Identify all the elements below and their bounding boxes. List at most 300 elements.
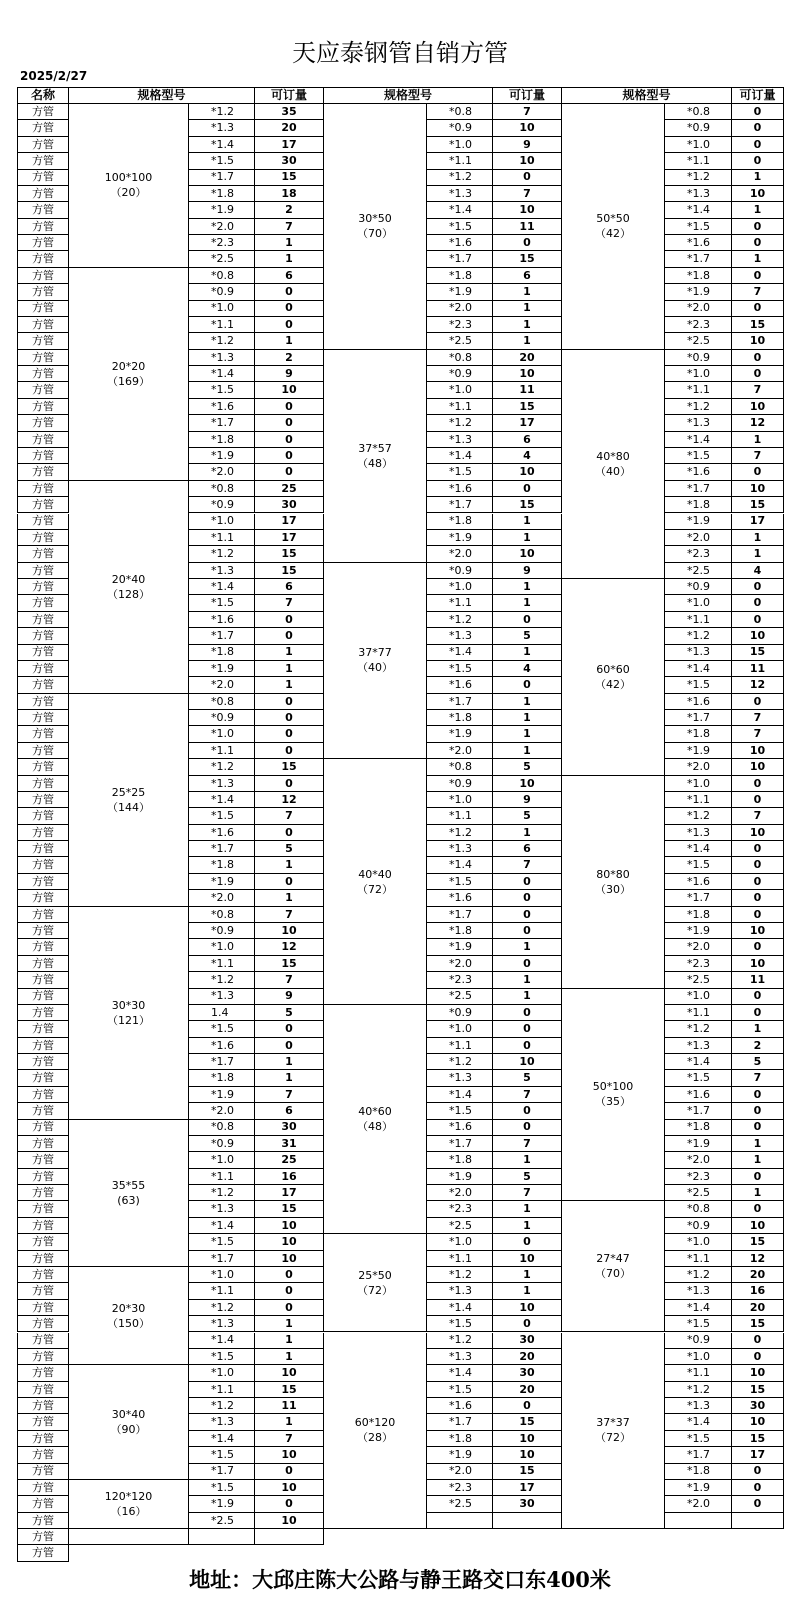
quantity-cell: 1: [255, 1070, 324, 1086]
quantity-cell: 7: [732, 726, 784, 742]
thickness-cell: *1.2: [427, 1054, 493, 1070]
thickness-cell: [427, 1513, 493, 1529]
row-name-cell: 方管: [17, 432, 69, 448]
quantity-cell: 0: [732, 1464, 784, 1480]
thickness-cell: *1.9: [189, 661, 255, 677]
thickness-cell: *1.7: [427, 251, 493, 267]
thickness-cell: *1.7: [665, 710, 732, 726]
row-name-cell: 方管: [17, 464, 69, 480]
thickness-cell: *1.3: [665, 825, 732, 841]
quantity-cell: 6: [493, 432, 562, 448]
thickness-cell: *2.0: [189, 677, 255, 693]
thickness-cell: *1.6: [189, 825, 255, 841]
thickness-cell: *1.0: [427, 1021, 493, 1037]
thickness-cell: *1.4: [665, 661, 732, 677]
row-name-cell: 方管: [17, 989, 69, 1005]
quantity-cell: 7: [732, 808, 784, 824]
date-label: 2025/2/27: [20, 69, 88, 83]
quantity-cell: 0: [493, 677, 562, 693]
spec-count: （70）: [357, 227, 393, 241]
quantity-cell: 0: [493, 170, 562, 186]
row-name-cell: 方管: [17, 661, 69, 677]
row-name-cell: 方管: [17, 612, 69, 628]
thickness-cell: *1.1: [189, 956, 255, 972]
thickness-cell: *1.0: [665, 595, 732, 611]
quantity-cell: 11: [732, 972, 784, 988]
spec-size: 30*30: [111, 998, 146, 1012]
thickness-cell: *1.0: [189, 514, 255, 530]
thickness-cell: *1.6: [427, 677, 493, 693]
quantity-cell: 0: [255, 1464, 324, 1480]
thickness-cell: *1.1: [427, 808, 493, 824]
row-name-cell: 方管: [17, 743, 69, 759]
thickness-cell: *1.7: [189, 1054, 255, 1070]
row-name-cell: 方管: [17, 301, 69, 317]
quantity-cell: 7: [493, 857, 562, 873]
quantity-cell: 15: [255, 956, 324, 972]
thickness-cell: *0.9: [189, 1136, 255, 1152]
quantity-cell: 10: [732, 1414, 784, 1430]
thickness-cell: *1.2: [665, 170, 732, 186]
thickness-cell: *1.2: [189, 972, 255, 988]
quantity-cell: 10: [493, 1431, 562, 1447]
quantity-cell: 12: [255, 792, 324, 808]
quantity-cell: 15: [255, 1201, 324, 1217]
thickness-cell: *1.1: [427, 1038, 493, 1054]
quantity-cell: 17: [255, 530, 324, 546]
spec-count: （30）: [595, 882, 631, 896]
thickness-cell: *2.3: [665, 956, 732, 972]
spec-size: 40*80: [596, 449, 630, 463]
quantity-cell: 10: [732, 825, 784, 841]
row-name-cell: 方管: [17, 170, 69, 186]
row-name-cell: 方管: [17, 628, 69, 644]
quantity-cell: 10: [732, 186, 784, 202]
thickness-cell: *1.7: [665, 1103, 732, 1119]
spec-count: （48）: [357, 1120, 393, 1134]
row-name-cell: 方管: [17, 1480, 69, 1496]
thickness-cell: *1.4: [427, 1300, 493, 1316]
thickness-cell: *1.3: [189, 776, 255, 792]
quantity-cell: 15: [255, 563, 324, 579]
row-name-cell: 方管: [17, 415, 69, 431]
thickness-cell: *0.9: [189, 284, 255, 300]
quantity-cell: 7: [732, 1070, 784, 1086]
row-name-cell: 方管: [17, 481, 69, 497]
quantity-cell: 1: [493, 1267, 562, 1283]
thickness-cell: *1.2: [427, 415, 493, 431]
thickness-cell: *1.0: [427, 1234, 493, 1250]
quantity-cell: 1: [255, 1316, 324, 1332]
thickness-cell: *2.5: [427, 1218, 493, 1234]
spec-group-cell: [562, 104, 665, 350]
row-name-cell: 方管: [17, 382, 69, 398]
thickness-cell: *1.4: [189, 1333, 255, 1349]
row-name-cell: 方管: [17, 497, 69, 513]
thickness-cell: *1.2: [189, 333, 255, 349]
thickness-cell: *1.3: [665, 1398, 732, 1414]
quantity-cell: 15: [255, 759, 324, 775]
spec-group-cell: [562, 989, 665, 1202]
row-name-cell: 方管: [17, 120, 69, 136]
quantity-cell: 0: [255, 776, 324, 792]
thickness-cell: *1.4: [189, 137, 255, 153]
spec-count: （20）: [110, 186, 147, 200]
spec-group-cell: [69, 1267, 189, 1365]
thickness-cell: *2.0: [427, 1185, 493, 1201]
quantity-cell: 0: [255, 1267, 324, 1283]
quantity-cell: 1: [493, 743, 562, 759]
quantity-cell: 2: [255, 350, 324, 366]
row-name-cell: 方管: [17, 1201, 69, 1217]
thickness-cell: *0.8: [189, 268, 255, 284]
row-name-cell: 方管: [17, 1070, 69, 1086]
quantity-cell: 1: [493, 579, 562, 595]
spec-size: 120*120: [104, 1489, 153, 1503]
row-name-cell: 方管: [17, 1447, 69, 1463]
quantity-cell: 10: [732, 956, 784, 972]
thickness-cell: *1.1: [665, 612, 732, 628]
quantity-cell: 7: [493, 186, 562, 202]
thickness-cell: *1.8: [427, 710, 493, 726]
quantity-cell: 0: [493, 481, 562, 497]
quantity-cell: 10: [732, 628, 784, 644]
row-name-cell: 方管: [17, 1054, 69, 1070]
spec-size: 100*100: [104, 171, 153, 185]
row-name-cell: 方管: [17, 792, 69, 808]
thickness-cell: *1.3: [189, 1414, 255, 1430]
thickness-cell: *1.9: [427, 530, 493, 546]
quantity-cell: 0: [493, 1103, 562, 1119]
quantity-cell: 1: [255, 1414, 324, 1430]
quantity-cell: 1: [493, 530, 562, 546]
row-name-cell: 方管: [17, 1545, 69, 1561]
thickness-cell: *1.7: [189, 170, 255, 186]
thickness-cell: *2.5: [189, 251, 255, 267]
spec-group-cell: [562, 1201, 665, 1332]
thickness-cell: *1.1: [189, 1283, 255, 1299]
quantity-cell: 5: [493, 1169, 562, 1185]
spec-size: 40*60: [358, 1105, 392, 1119]
quantity-cell: 1: [493, 514, 562, 530]
quantity-cell: 0: [732, 694, 784, 710]
thickness-cell: *1.4: [427, 1087, 493, 1103]
spec-count: （121）: [107, 1013, 150, 1027]
row-name-cell: 方管: [17, 1185, 69, 1201]
spec-group-cell: [69, 694, 189, 907]
thickness-cell: *0.9: [665, 579, 732, 595]
thickness-cell: *1.2: [189, 759, 255, 775]
quantity-cell: 1: [255, 251, 324, 267]
quantity-cell: 7: [732, 448, 784, 464]
thickness-cell: *1.8: [427, 923, 493, 939]
quantity-cell: [493, 1513, 562, 1529]
thickness-cell: *1.8: [189, 857, 255, 873]
thickness-cell: *2.5: [665, 563, 732, 579]
quantity-cell: 0: [732, 219, 784, 235]
quantity-cell: 1: [493, 1283, 562, 1299]
thickness-cell: *1.5: [665, 1316, 732, 1332]
row-name-cell: 方管: [17, 137, 69, 153]
thickness-cell: *1.2: [189, 546, 255, 562]
quantity-cell: 0: [732, 1496, 784, 1512]
quantity-cell: 17: [493, 1480, 562, 1496]
thickness-cell: *1.9: [427, 1169, 493, 1185]
thickness-cell: *1.8: [189, 186, 255, 202]
thickness-cell: *1.8: [665, 1464, 732, 1480]
quantity-cell: 0: [493, 907, 562, 923]
thickness-cell: *0.9: [665, 1333, 732, 1349]
quantity-cell: 7: [493, 1136, 562, 1152]
row-name-cell: 方管: [17, 710, 69, 726]
thickness-cell: *1.5: [427, 661, 493, 677]
thickness-cell: *1.6: [665, 1087, 732, 1103]
spec-count: （72）: [595, 1431, 631, 1445]
thickness-cell: *0.8: [665, 104, 732, 120]
thickness-cell: *1.1: [427, 153, 493, 169]
thickness-cell: *0.9: [427, 563, 493, 579]
quantity-cell: 0: [255, 694, 324, 710]
quantity-cell: 0: [732, 268, 784, 284]
quantity-cell: 7: [255, 219, 324, 235]
quantity-cell: 30: [493, 1365, 562, 1381]
quantity-cell: 20: [493, 350, 562, 366]
quantity-cell: 0: [255, 1300, 324, 1316]
thickness-cell: *1.7: [189, 415, 255, 431]
quantity-cell: 0: [732, 120, 784, 136]
thickness-cell: [665, 1513, 732, 1529]
thickness-cell: *1.8: [665, 1120, 732, 1136]
quantity-cell: 0: [493, 874, 562, 890]
quantity-cell: 15: [732, 1234, 784, 1250]
quantity-cell: 0: [255, 710, 324, 726]
quantity-cell: 10: [732, 759, 784, 775]
thickness-cell: *1.7: [427, 497, 493, 513]
quantity-cell: 10: [493, 202, 562, 218]
spec-group-cell: [69, 481, 189, 694]
thickness-cell: *1.0: [665, 989, 732, 1005]
row-name-cell: 方管: [17, 726, 69, 742]
quantity-cell: 10: [732, 333, 784, 349]
quantity-cell: 7: [493, 1087, 562, 1103]
quantity-cell: 25: [255, 481, 324, 497]
thickness-cell: *1.2: [665, 1267, 732, 1283]
quantity-cell: 10: [255, 1251, 324, 1267]
thickness-cell: *1.6: [189, 399, 255, 415]
spec-count: （70）: [595, 1267, 631, 1281]
header-spec: 规格型号: [69, 87, 255, 104]
quantity-cell: 15: [493, 251, 562, 267]
row-name-cell: 方管: [17, 1021, 69, 1037]
quantity-cell: 15: [732, 317, 784, 333]
row-name-cell: 方管: [17, 874, 69, 890]
thickness-cell: *1.0: [189, 1152, 255, 1168]
thickness-cell: *0.8: [189, 907, 255, 923]
row-name-cell: 方管: [17, 1087, 69, 1103]
row-name-cell: 方管: [17, 1169, 69, 1185]
thickness-cell: *1.4: [189, 366, 255, 382]
thickness-cell: *1.8: [665, 726, 732, 742]
quantity-cell: 9: [493, 792, 562, 808]
row-name-cell: 方管: [17, 1038, 69, 1054]
thickness-cell: *2.0: [189, 464, 255, 480]
thickness-cell: *1.1: [665, 153, 732, 169]
quantity-cell: 0: [255, 317, 324, 333]
header-spec: 规格型号: [562, 87, 732, 104]
spec-group-cell: [562, 350, 665, 579]
thickness-cell: *1.1: [665, 1251, 732, 1267]
quantity-cell: 30: [255, 1120, 324, 1136]
thickness-cell: *2.3: [665, 317, 732, 333]
thickness-cell: *1.3: [427, 186, 493, 202]
thickness-cell: *1.6: [665, 235, 732, 251]
thickness-cell: *1.6: [189, 1038, 255, 1054]
row-name-cell: 方管: [17, 1349, 69, 1365]
thickness-cell: *1.8: [189, 1070, 255, 1086]
thickness-cell: *2.3: [427, 1480, 493, 1496]
thickness-cell: *1.0: [427, 137, 493, 153]
quantity-cell: 0: [732, 874, 784, 890]
quantity-cell: 10: [493, 153, 562, 169]
thickness-cell: *1.9: [189, 1087, 255, 1103]
thickness-cell: *1.3: [427, 1349, 493, 1365]
thickness-cell: *2.0: [665, 759, 732, 775]
header-name: 名称: [17, 87, 69, 104]
row-name-cell: 方管: [17, 1382, 69, 1398]
row-name-cell: 方管: [17, 841, 69, 857]
thickness-cell: *1.4: [427, 202, 493, 218]
quantity-cell: 11: [493, 382, 562, 398]
thickness-cell: *1.5: [189, 1480, 255, 1496]
quantity-cell: 12: [255, 939, 324, 955]
thickness-cell: *1.5: [665, 677, 732, 693]
thickness-cell: *1.2: [665, 808, 732, 824]
spec-group-cell: [69, 1480, 189, 1529]
quantity-cell: 4: [732, 563, 784, 579]
quantity-cell: 0: [732, 595, 784, 611]
quantity-cell: 10: [493, 1300, 562, 1316]
thickness-cell: *2.5: [427, 333, 493, 349]
thickness-cell: *1.0: [427, 792, 493, 808]
row-name-cell: 方管: [17, 399, 69, 415]
quantity-cell: 20: [493, 1382, 562, 1398]
quantity-cell: 0: [732, 1480, 784, 1496]
quantity-cell: 0: [732, 104, 784, 120]
quantity-cell: 0: [493, 1021, 562, 1037]
thickness-cell: *1.1: [189, 530, 255, 546]
thickness-cell: *1.3: [189, 1201, 255, 1217]
thickness-cell: *1.5: [665, 219, 732, 235]
spec-group-cell: [562, 776, 665, 989]
quantity-cell: 0: [255, 1021, 324, 1037]
row-name-cell: 方管: [17, 1267, 69, 1283]
spec-group-cell: [324, 1234, 427, 1332]
thickness-cell: *1.7: [427, 1414, 493, 1430]
thickness-cell: *1.0: [189, 726, 255, 742]
spec-group-cell: [69, 907, 189, 1120]
row-name-cell: 方管: [17, 1333, 69, 1349]
quantity-cell: 0: [493, 1038, 562, 1054]
thickness-cell: *1.1: [665, 382, 732, 398]
header-qty: 可订量: [732, 87, 784, 104]
row-name-cell: 方管: [17, 1283, 69, 1299]
thickness-cell: *1.9: [189, 1496, 255, 1512]
quantity-cell: 10: [493, 366, 562, 382]
page-title: 天应泰钢管自销方管: [292, 39, 508, 67]
thickness-cell: *2.0: [427, 1464, 493, 1480]
quantity-cell: 10: [493, 464, 562, 480]
row-name-cell: 方管: [17, 104, 69, 120]
thickness-cell: *1.2: [665, 628, 732, 644]
thickness-cell: *1.2: [189, 1300, 255, 1316]
quantity-cell: 0: [732, 1103, 784, 1119]
row-name-cell: 方管: [17, 1414, 69, 1430]
quantity-cell: 0: [732, 1120, 784, 1136]
quantity-cell: 1: [493, 710, 562, 726]
spec-group-cell: [69, 1365, 189, 1480]
quantity-cell: 15: [493, 1414, 562, 1430]
quantity-cell: 0: [732, 350, 784, 366]
thickness-cell: *1.5: [189, 382, 255, 398]
spec-group-cell: [69, 1529, 189, 1545]
quantity-cell: 15: [732, 645, 784, 661]
quantity-cell: 1: [493, 1218, 562, 1234]
thickness-cell: *1.5: [665, 1431, 732, 1447]
quantity-cell: 20: [493, 1349, 562, 1365]
quantity-cell: 11: [732, 661, 784, 677]
quantity-cell: 0: [255, 743, 324, 759]
thickness-cell: *1.4: [665, 202, 732, 218]
quantity-cell: 4: [493, 448, 562, 464]
spec-size: 40*40: [358, 867, 392, 881]
row-name-cell: 方管: [17, 579, 69, 595]
quantity-cell: 12: [732, 415, 784, 431]
quantity-cell: 16: [732, 1283, 784, 1299]
quantity-cell: 0: [493, 1005, 562, 1021]
thickness-cell: *1.3: [427, 1283, 493, 1299]
row-name-cell: 方管: [17, 284, 69, 300]
quantity-cell: 5: [493, 1070, 562, 1086]
thickness-cell: *1.9: [427, 1447, 493, 1463]
thickness-cell: *1.6: [427, 1120, 493, 1136]
quantity-cell: 0: [732, 153, 784, 169]
quantity-cell: 1: [732, 1152, 784, 1168]
quantity-cell: 7: [732, 710, 784, 726]
thickness-cell: *1.4: [665, 841, 732, 857]
thickness-cell: *2.5: [665, 972, 732, 988]
thickness-cell: *1.4: [427, 857, 493, 873]
quantity-cell: 12: [732, 1251, 784, 1267]
quantity-cell: 1: [255, 645, 324, 661]
quantity-cell: 7: [255, 1431, 324, 1447]
quantity-cell: 1: [493, 1201, 562, 1217]
thickness-cell: *1.2: [665, 1382, 732, 1398]
quantity-cell: 10: [493, 1251, 562, 1267]
quantity-cell: 10: [255, 1513, 324, 1529]
thickness-cell: *1.8: [665, 497, 732, 513]
quantity-cell: 1: [493, 939, 562, 955]
thickness-cell: 1.4: [189, 1005, 255, 1021]
quantity-cell: 0: [732, 1087, 784, 1103]
thickness-cell: *1.2: [427, 612, 493, 628]
thickness-cell: *2.3: [427, 317, 493, 333]
spec-group-cell: [562, 1333, 665, 1530]
quantity-cell: 10: [255, 1447, 324, 1463]
quantity-cell: 1: [732, 170, 784, 186]
thickness-cell: *2.0: [665, 939, 732, 955]
quantity-cell: 0: [255, 301, 324, 317]
quantity-cell: 10: [255, 1234, 324, 1250]
